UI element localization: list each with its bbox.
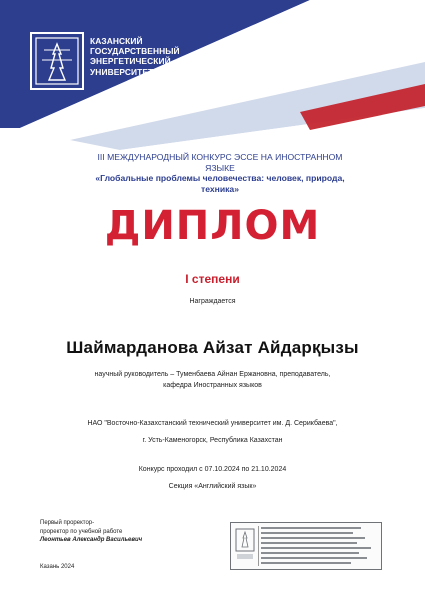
supervisor-line: кафедра Иностранных языков [163,382,262,389]
organization-info [40,418,385,446]
supervisor-line: научный руководитель – Туменбаева Айнан Ержановна, преподаватель, [94,371,331,378]
contest-dates: Конкурс проходил с 07.10.2024 по 21.10.2024 [138,466,287,473]
signer-name: Леонтьев Александр Васильевич [40,537,143,543]
contest-title-line: ЯЗЫКЕ [205,162,235,173]
stamp-text-image [261,525,379,569]
university-name-line: УНИВЕРСИТЕТ [90,66,154,77]
diploma-title: ДИПЛОМ [104,203,321,249]
contest-title-line: III МЕЖДУНАРОДНЫЙ КОНКУРС ЭССЕ НА ИНОСТРАННОМ [97,152,343,162]
university-name-line: ЭНЕРГЕТИЧЕСКИЙ [90,56,171,67]
stamp-emblem-icon [235,528,255,562]
signer-block [40,519,190,545]
university-name [90,36,240,77]
stamp-divider [258,526,259,566]
supervisor-info [40,369,385,391]
recipient-name: Шаймарданова Айзат Айдарқызы [66,338,359,357]
awarded-label: Награждается [189,298,236,305]
city-year: Казань 2024 [40,564,75,570]
signer-title-line: проректор по учебной работе [40,528,123,535]
university-name-line: КАЗАНСКИЙ [90,36,143,46]
contest-theme-line: техника» [201,183,239,194]
university-name-line: ГОСУДАРСТВЕННЫЙ [90,46,180,57]
contest-theme-line: «Глобальные проблемы человечества: человек, природа, [95,173,345,183]
electronic-signature-stamp [230,522,382,570]
signer-title-line: Первый проректор- [40,520,95,526]
contest-info [40,464,385,492]
contest-heading [60,152,380,194]
diploma-degree: I степени [185,272,240,286]
organization-line: г. Усть-Каменогорск, Республика Казахстан [142,437,283,444]
contest-section: Секция «Английский язык» [168,483,257,490]
kgeu-emblem-icon [30,32,84,90]
organization-line: НАО "Восточно-Казахстанский технический университет им. Д. Серикбаева", [87,420,338,427]
